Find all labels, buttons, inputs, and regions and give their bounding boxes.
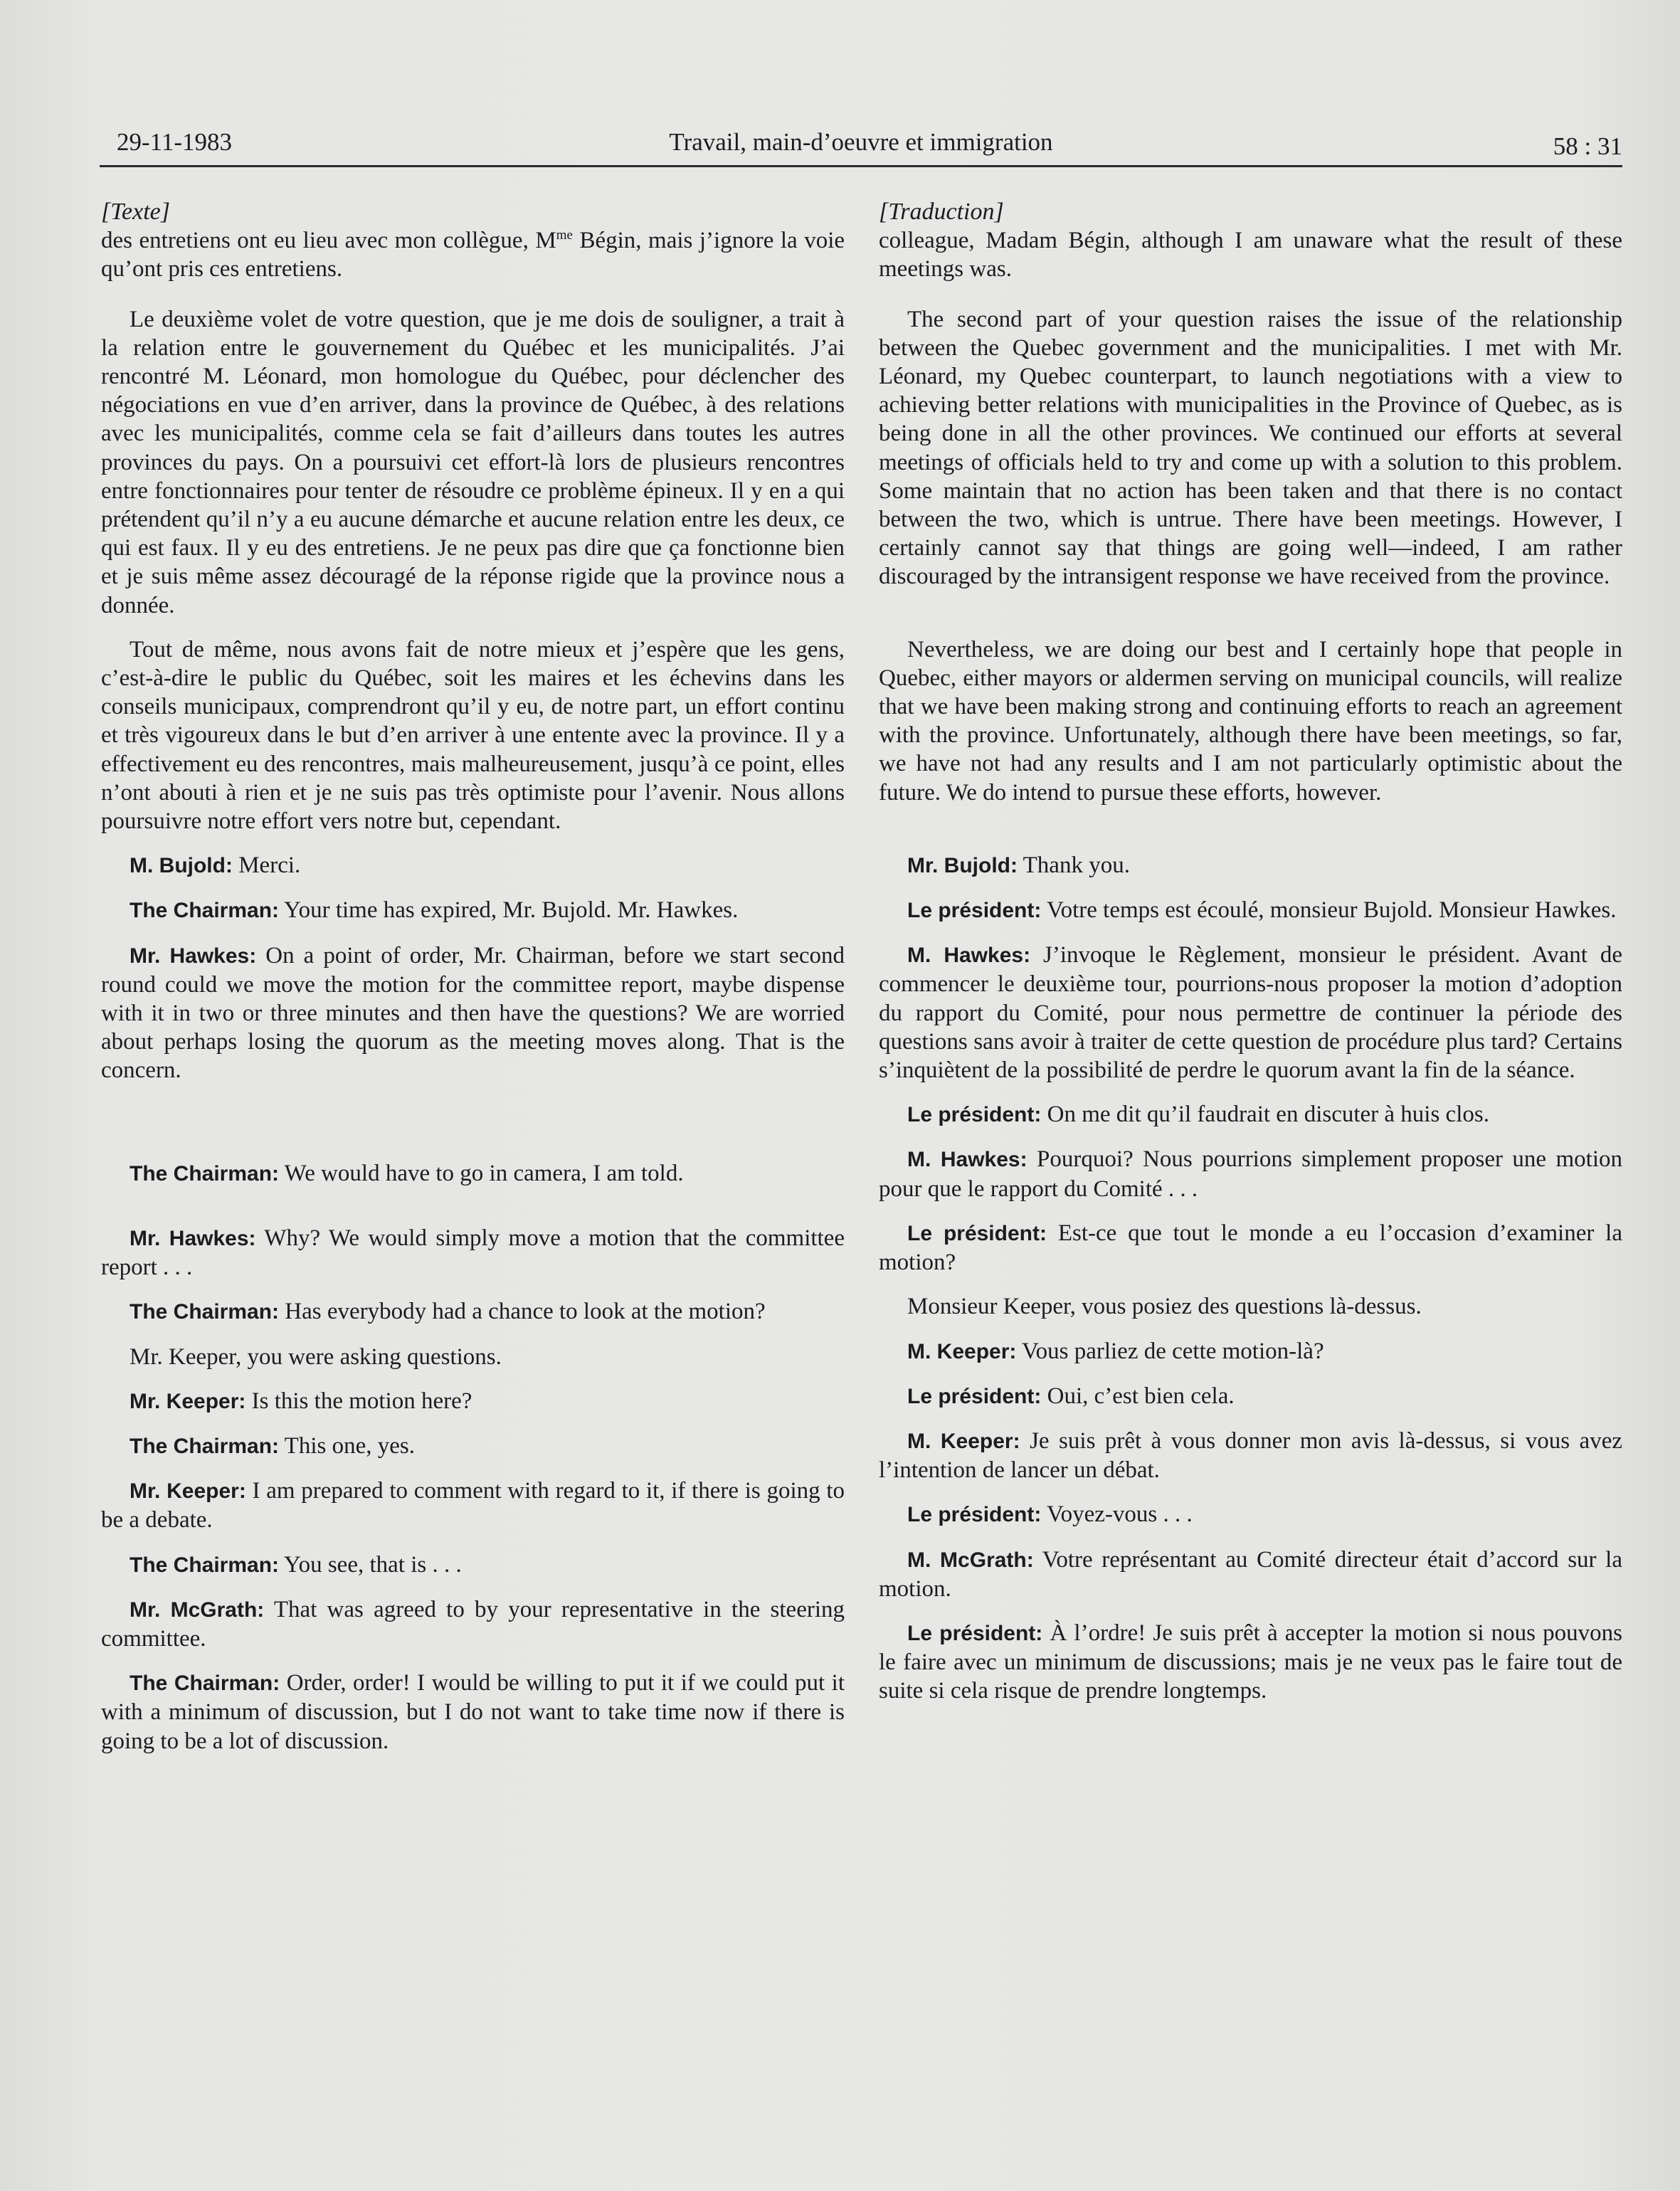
speech: Le président: Oui, c’est bien cela. (907, 1383, 1235, 1409)
header-date: 29-11-1983 (117, 128, 233, 156)
speech: M. Keeper: Vous parliez de cette motion-là? (907, 1338, 1324, 1364)
speaker-name: The Chairman: (130, 1300, 280, 1324)
speech: The Chairman: Your time has expired, Mr. Bujold. Mr. Hawkes. (130, 897, 739, 924)
language-label-right: [Traduction] (879, 199, 1004, 225)
speech: Le président: On me dit qu’il faudrait en discuter à huis clos. (907, 1102, 1489, 1128)
speaker-name: Le président: (907, 1103, 1042, 1127)
speaker-name: M. Bujold: (130, 854, 233, 878)
left-column (101, 184, 845, 1771)
speech: Le président: Est-ce que tout le monde a eu l’occasion d’examiner la motion? (879, 1220, 1622, 1276)
speaker-name: M. McGrath: (907, 1548, 1034, 1572)
speaker-name: The Chairman: (130, 1553, 280, 1577)
speech: Le président: À l’ordre! Je suis prêt à accepter la motion si nous pouvons le faire avec un minimum de discussions; mais je ne veux pas le faire tout de suite si cela risque de prendre longtemps. (879, 1620, 1622, 1704)
speaker-name: Mr. Hawkes: (130, 944, 257, 968)
speaker-name: Mr. McGrath: (130, 1598, 265, 1622)
paragraph: The second part of your question raises the issue of the relationship between the Quebec government and the municipalities. I met with Mr. Léonard, my Quebec counterpart, to launch negotiations with a view to achieving better relations with municipalities in the Province of Quebec, as is being done in all the other provinces. We continued our efforts at several meetings of officials held to try and come up with a solution to this problem. Some maintain that no action has been taken and that there is no contact between the two, which is untrue. There have been meetings. However, I certainly cannot say that things are going well—indeed, I am rather discouraged by the intransigent response we have received from the province. (879, 306, 1622, 590)
speaker-name: The Chairman: (130, 1434, 280, 1458)
paragraph: des entretiens ont eu lieu avec mon collègue, $M^{me}$ Bégin, mais j’ignore la voie qu’ont pris ces entretiens. (101, 228, 845, 283)
header-title: Travail, main-d’oeuvre et immigration (669, 128, 1053, 156)
speech: The Chairman: You see, that is . . . (130, 1551, 462, 1578)
speaker-name: M. Keeper: (907, 1429, 1020, 1453)
speech: Le président: Votre temps est écoulé, monsieur Bujold. Monsieur Hawkes. (907, 897, 1617, 924)
speaker-name: The Chairman: (130, 899, 280, 923)
speaker-name: The Chairman: (130, 1161, 280, 1186)
speech: Mr. Hawkes: Why? We would simply move a motion that the committee report . . . (101, 1225, 845, 1281)
speaker-name: Le président: (907, 1503, 1042, 1527)
speech: Mr. Keeper: Is this the motion here? (130, 1388, 472, 1414)
speaker-name: M. Keeper: (907, 1339, 1017, 1363)
speech: M. Hawkes: J’invoque le Règlement, monsieur le président. Avant de commencer le deuxième tour, pourrions-nous proposer la motion d’adoption du rapport du Comité, pour nous permettre de continuer la période des questions sans avoir à traiter de cette question de procédure plus tard? Certains s’inquiètent de la possibilité de perdre le quorum avant la fin de la séance. (879, 942, 1622, 1084)
speaker-name: Le président: (907, 1384, 1042, 1408)
speech: Monsieur Keeper, vous posiez des questions là-dessus. (907, 1294, 1422, 1320)
speech: Le président: Voyez-vous . . . (907, 1501, 1193, 1528)
right-column (879, 184, 1622, 1721)
header-page-number: 58 : 31 (1553, 132, 1622, 160)
speaker-name: Mr. Bujold: (907, 853, 1018, 877)
language-label-left: [Texte] (101, 199, 170, 225)
speech: The Chairman: Has everybody had a chance to look at the motion? (130, 1299, 766, 1325)
speech: The Chairman: Order, order! I would be willing to put it if we could put it with a minimum of discussion, but I do not want to take time now if there is going to be a lot of discussion. (101, 1670, 845, 1754)
paragraph: Le deuxième volet de votre question, que je me dois de souligner, a trait à la relation entre le gouvernement du Québec et les municipalités. J’ai rencontré M. Léonard, mon homologue du Québec, pour déclencher des négociations en vue d’en arriver, dans la province de Québec, à des relations avec les municipalités, comme cela se fait d’ailleurs dans toutes les autres provinces du pays. On a poursuivi cet effort-là lors de plusieurs rencontres entre fonctionnaires pour tenter de résoudre ce problème épineux. Il y en a qui prétendent qu’il n’y a eu aucune démarche et aucune relation entre les deux, ce qui est faux. Il y eu des entretiens. Je ne peux pas dire que ça fonctionne bien et je suis même assez découragé de la réponse rigide que la province nous a donnée. (101, 306, 845, 618)
speaker-name: M. Hawkes: (907, 944, 1031, 968)
speaker-name: Mr. Hawkes: (130, 1226, 256, 1250)
speech: Mr. Keeper: I am prepared to comment with regard to it, if there is going to be a debate. (101, 1478, 845, 1533)
speech: Mr. Hawkes: On a point of order, Mr. Chairman, before we start second round could we move the motion for the committee report, maybe dispense with it in two or three minutes and then have the questions? We are worried about perhaps losing the quorum as the meeting moves along. That is the concern. (101, 942, 845, 1084)
speech: M. Hawkes: Pourquoi? Nous pourrions simplement proposer une motion pour que le rapport du Comité . . . (879, 1146, 1623, 1202)
speaker-name: M. Hawkes: (907, 1148, 1027, 1172)
paragraph: Tout de même, nous avons fait de notre mieux et j’espère que les gens, c’est-à-dire le public du Québec, soit les maires et les échevins dans les conseils municipaux, comprendront qu’il y eu, de notre part, un effort continu et très vigoureux dans le but d’en arriver à une entente avec la province. Il y a effectivement eu des rencontres, mais malheureusement, jusqu’à ce point, elles n’ont abouti à rien et je ne suis pas très optimiste pour l’avenir. Nous allons poursuivre notre effort vers notre but, cependant. (101, 636, 845, 835)
speech: Mr. McGrath: That was agreed to by your representative in the steering committee. (101, 1596, 845, 1652)
speaker-name: Le président: (907, 1621, 1043, 1645)
paragraph: colleague, Madam Bégin, although I am unaware what the result of these meetings was. (879, 228, 1622, 283)
running-header (100, 122, 1622, 167)
speaker-name: Mr. Keeper: (130, 1389, 246, 1413)
speech: The Chairman: This one, yes. (130, 1432, 415, 1459)
speech: M. McGrath: Votre représentant au Comité directeur était d’accord sur la motion. (879, 1546, 1622, 1602)
speech: Mr. Bujold: Thank you. (907, 852, 1130, 878)
speaker-name: Le président: (907, 1221, 1047, 1245)
speech: M. Bujold: Merci. (130, 852, 301, 879)
speech: Mr. Keeper, you were asking questions. (130, 1343, 502, 1370)
paragraph: Nevertheless, we are doing our best and I certainly hope that people in Quebec, either mayors or aldermen serving on municipal councils, will realize that we have been making strong and continuing efforts to reach an agreement with the province. Unfortunately, although there have been meetings, so far, we have not had any results and I am not particularly optimistic about the future. We do intend to pursue these efforts, however. (879, 636, 1622, 806)
speech: The Chairman: We would have to go in camera, I am told. (130, 1160, 684, 1186)
speaker-name: Le président: (907, 899, 1042, 923)
speaker-name: Mr. Keeper: (130, 1479, 246, 1504)
speech: M. Keeper: Je suis prêt à vous donner mon avis là-dessus, si vous avez l’intention de lancer un débat. (879, 1427, 1622, 1484)
speaker-name: The Chairman: (130, 1672, 280, 1696)
